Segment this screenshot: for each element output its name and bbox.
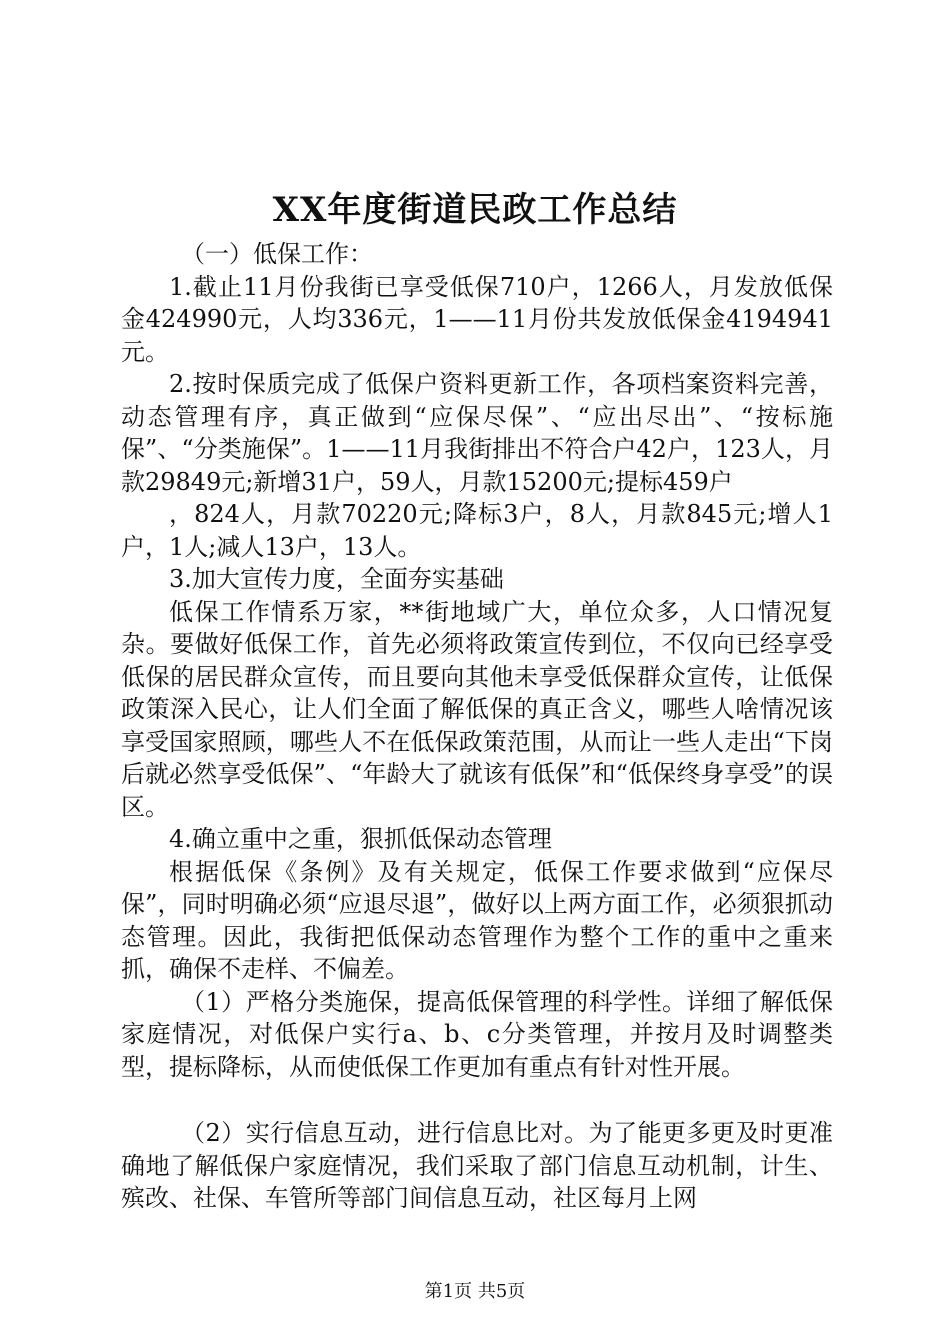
document-body [121,238,833,1215]
paragraph-item-4-heading: 4.确立重中之重，狠抓低保动态管理 [169,825,552,853]
section-heading-low-income: （一）低保工作： [181,240,373,268]
paragraph-item-2-continued: ，824人，月款70220元;降标3户，8人，月款845元;增人1户，1人;减人13户，13人。 [121,500,833,561]
page-footer: 第1页 共5页 [424,1281,526,1302]
paragraph-item-1: 1.截止11月份我街已享受低保710户，1266人，月发放低保金424990元，人均336元，1——11月份共发放低保金4194941元。 [121,272,833,366]
paragraph-subitem-2: （2）实行信息互动，进行信息比对。为了能更多更及时更准确地了解低保户家庭情况，我们采取了部门信息互动机制，计生、殡改、社保、车管所等部门间信息互动，社区每月上网 [121,1119,833,1212]
paragraph-gap [121,1083,833,1117]
paragraph-item-3-heading: 3.加大宣传力度，全面夯实基础 [169,565,504,593]
paragraph-publicity: 低保工作情系万家，**街地域广大，单位众多，人口情况复杂。要做好低保工作，首先必须将政策宣传到位，不仅向已经享受低保的居民群众宣传，而且要向其他未享受低保群众宣传，让低保政策深入民心，让人们全面了解低保的真正含义，哪些人啥情况该享受国家照顾，哪些人不在低保政策范围，从而让一些人走出“下岗后就必然享受低保”、“年龄大了就该有低保”和“低保终身享受”的误区。 [121,597,833,821]
paragraph-dynamic-management: 根据低保《条例》及有关规定，低保工作要求做到“应保尽保”，同时明确必须“应退尽退”，做好以上两方面工作，必须狠抓动态管理。因此，我街把低保动态管理作为整个工作的重中之重来抓，确保不走样、不偏差。 [121,857,833,983]
paragraph-subitem-1: （1）严格分类施保，提高低保管理的科学性。详细了解低保家庭情况，对低保户实行a、b、c分类管理，并按月及时调整类型，提标降标，从而使低保工作更加有重点有针对性开展。 [121,987,833,1081]
document-title: XX年度街道民政工作总结 [272,190,678,230]
paragraph-item-2: 2.按时保质完成了低保户资料更新工作，各项档案资料完善，动态管理有序，真正做到“应保尽保”、“应出尽出”、“按标施保”、“分类施保”。1——11月我街排出不符合户42户，123人，月款29849元;新增31户，59人，月款15200元;提标459户 [121,370,833,496]
